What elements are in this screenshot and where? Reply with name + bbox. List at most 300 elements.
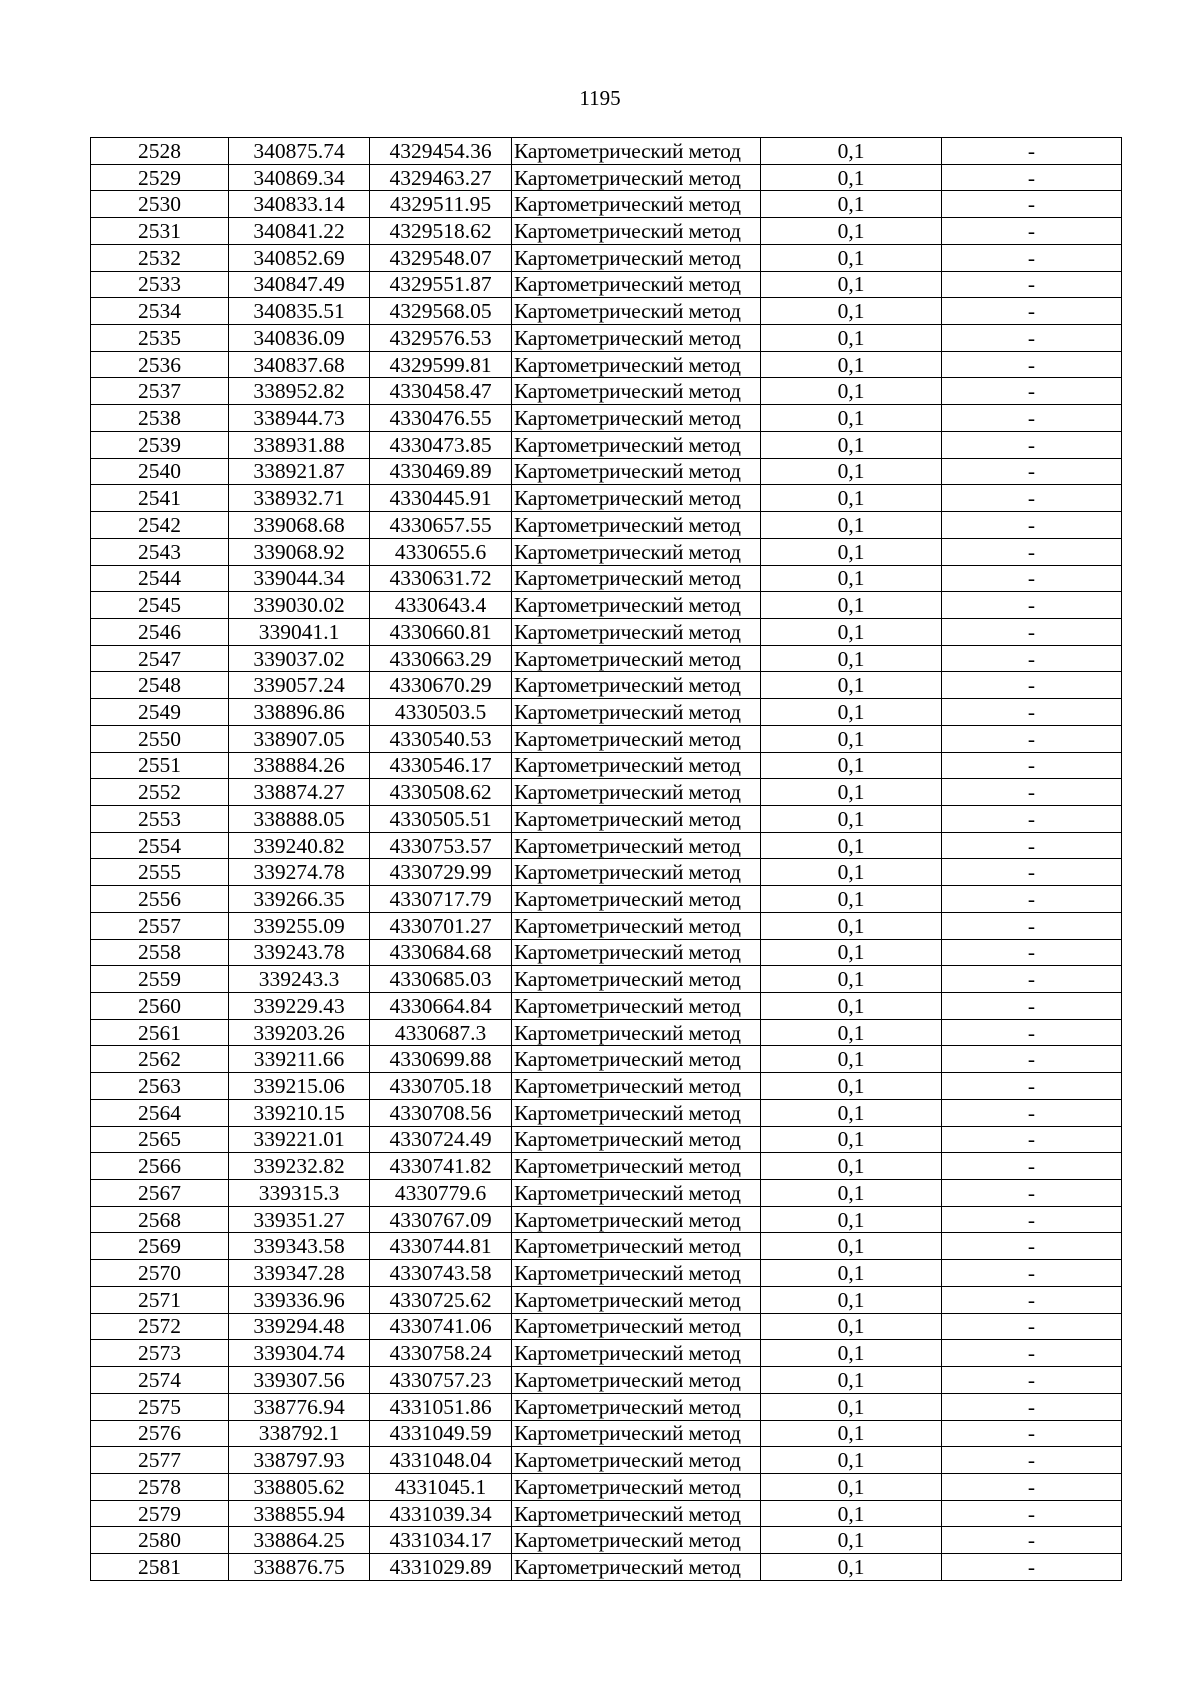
point-number-cell: 2545	[91, 592, 229, 619]
point-number-cell: 2569	[91, 1233, 229, 1260]
method-cell: Картометрический метод	[512, 565, 761, 592]
description-cell: -	[942, 939, 1122, 966]
accuracy-cell: 0,1	[761, 405, 942, 432]
x-coordinate-cell: 339315.3	[229, 1180, 370, 1207]
description-cell: -	[942, 1286, 1122, 1313]
accuracy-cell: 0,1	[761, 912, 942, 939]
table-row	[91, 1313, 1122, 1340]
method-cell: Картометрический метод	[512, 244, 761, 271]
y-coordinate-cell: 4329568.05	[370, 298, 512, 325]
description-cell: -	[942, 405, 1122, 432]
accuracy-cell: 0,1	[761, 538, 942, 565]
accuracy-cell: 0,1	[761, 1393, 942, 1420]
x-coordinate-cell: 338921.87	[229, 458, 370, 485]
accuracy-cell: 0,1	[761, 592, 942, 619]
description-cell: -	[942, 458, 1122, 485]
y-coordinate-cell: 4330546.17	[370, 752, 512, 779]
x-coordinate-cell: 338952.82	[229, 378, 370, 405]
method-cell: Картометрический метод	[512, 1420, 761, 1447]
x-coordinate-cell: 339068.92	[229, 538, 370, 565]
y-coordinate-cell: 4330508.62	[370, 779, 512, 806]
y-coordinate-cell: 4329548.07	[370, 244, 512, 271]
description-cell: -	[942, 1260, 1122, 1287]
method-cell: Картометрический метод	[512, 191, 761, 218]
x-coordinate-cell: 338876.75	[229, 1554, 370, 1581]
point-number-cell: 2573	[91, 1340, 229, 1367]
description-cell: -	[942, 859, 1122, 886]
description-cell: -	[942, 1046, 1122, 1073]
table-row	[91, 939, 1122, 966]
description-cell: -	[942, 699, 1122, 726]
description-cell: -	[942, 138, 1122, 165]
description-cell: -	[942, 1126, 1122, 1153]
table-row	[91, 1340, 1122, 1367]
y-coordinate-cell: 4330753.57	[370, 832, 512, 859]
description-cell: -	[942, 325, 1122, 352]
table-row	[91, 1393, 1122, 1420]
accuracy-cell: 0,1	[761, 1180, 942, 1207]
table-row	[91, 1420, 1122, 1447]
description-cell: -	[942, 244, 1122, 271]
method-cell: Картометрический метод	[512, 592, 761, 619]
point-number-cell: 2535	[91, 325, 229, 352]
method-cell: Картометрический метод	[512, 1313, 761, 1340]
method-cell: Картометрический метод	[512, 325, 761, 352]
x-coordinate-cell: 338864.25	[229, 1527, 370, 1554]
accuracy-cell: 0,1	[761, 378, 942, 405]
table-row	[91, 645, 1122, 672]
accuracy-cell: 0,1	[761, 1420, 942, 1447]
table-row	[91, 832, 1122, 859]
table-row	[91, 1260, 1122, 1287]
x-coordinate-cell: 338792.1	[229, 1420, 370, 1447]
table-row	[91, 1019, 1122, 1046]
method-cell: Картометрический метод	[512, 1393, 761, 1420]
y-coordinate-cell: 4330664.84	[370, 993, 512, 1020]
method-cell: Картометрический метод	[512, 1046, 761, 1073]
y-coordinate-cell: 4330643.4	[370, 592, 512, 619]
x-coordinate-cell: 340836.09	[229, 325, 370, 352]
accuracy-cell: 0,1	[761, 218, 942, 245]
table-row	[91, 1286, 1122, 1313]
method-cell: Картометрический метод	[512, 939, 761, 966]
coordinates-table-body	[91, 138, 1122, 1581]
method-cell: Картометрический метод	[512, 1340, 761, 1367]
accuracy-cell: 0,1	[761, 325, 942, 352]
table-row	[91, 779, 1122, 806]
point-number-cell: 2580	[91, 1527, 229, 1554]
description-cell: -	[942, 672, 1122, 699]
accuracy-cell: 0,1	[761, 512, 942, 539]
y-coordinate-cell: 4330743.58	[370, 1260, 512, 1287]
table-row	[91, 993, 1122, 1020]
description-cell: -	[942, 645, 1122, 672]
point-number-cell: 2564	[91, 1099, 229, 1126]
point-number-cell: 2542	[91, 512, 229, 539]
point-number-cell: 2553	[91, 805, 229, 832]
accuracy-cell: 0,1	[761, 244, 942, 271]
point-number-cell: 2575	[91, 1393, 229, 1420]
table-row	[91, 138, 1122, 165]
description-cell: -	[942, 1233, 1122, 1260]
y-coordinate-cell: 4331049.59	[370, 1420, 512, 1447]
description-cell: -	[942, 592, 1122, 619]
point-number-cell: 2530	[91, 191, 229, 218]
point-number-cell: 2581	[91, 1554, 229, 1581]
table-row	[91, 1153, 1122, 1180]
y-coordinate-cell: 4330717.79	[370, 886, 512, 913]
point-number-cell: 2576	[91, 1420, 229, 1447]
accuracy-cell: 0,1	[761, 1286, 942, 1313]
x-coordinate-cell: 338805.62	[229, 1473, 370, 1500]
table-row	[91, 485, 1122, 512]
accuracy-cell: 0,1	[761, 431, 942, 458]
table-row	[91, 725, 1122, 752]
x-coordinate-cell: 339266.35	[229, 886, 370, 913]
y-coordinate-cell: 4329551.87	[370, 271, 512, 298]
y-coordinate-cell: 4330708.56	[370, 1099, 512, 1126]
y-coordinate-cell: 4330458.47	[370, 378, 512, 405]
table-row	[91, 1447, 1122, 1474]
accuracy-cell: 0,1	[761, 672, 942, 699]
y-coordinate-cell: 4330767.09	[370, 1206, 512, 1233]
x-coordinate-cell: 340852.69	[229, 244, 370, 271]
table-row	[91, 298, 1122, 325]
table-row	[91, 1367, 1122, 1394]
x-coordinate-cell: 339255.09	[229, 912, 370, 939]
description-cell: -	[942, 752, 1122, 779]
point-number-cell: 2574	[91, 1367, 229, 1394]
table-row	[91, 1099, 1122, 1126]
accuracy-cell: 0,1	[761, 1233, 942, 1260]
method-cell: Картометрический метод	[512, 351, 761, 378]
y-coordinate-cell: 4329576.53	[370, 325, 512, 352]
method-cell: Картометрический метод	[512, 1500, 761, 1527]
point-number-cell: 2556	[91, 886, 229, 913]
method-cell: Картометрический метод	[512, 512, 761, 539]
y-coordinate-cell: 4331034.17	[370, 1527, 512, 1554]
point-number-cell: 2547	[91, 645, 229, 672]
table-row	[91, 752, 1122, 779]
x-coordinate-cell: 339243.3	[229, 966, 370, 993]
accuracy-cell: 0,1	[761, 1260, 942, 1287]
table-row	[91, 325, 1122, 352]
table-row	[91, 1500, 1122, 1527]
x-coordinate-cell: 340875.74	[229, 138, 370, 165]
y-coordinate-cell: 4330503.5	[370, 699, 512, 726]
method-cell: Картометрический метод	[512, 538, 761, 565]
point-number-cell: 2549	[91, 699, 229, 726]
point-number-cell: 2554	[91, 832, 229, 859]
y-coordinate-cell: 4330687.3	[370, 1019, 512, 1046]
accuracy-cell: 0,1	[761, 752, 942, 779]
y-coordinate-cell: 4330729.99	[370, 859, 512, 886]
method-cell: Картометрический метод	[512, 1233, 761, 1260]
point-number-cell: 2571	[91, 1286, 229, 1313]
point-number-cell: 2565	[91, 1126, 229, 1153]
accuracy-cell: 0,1	[761, 832, 942, 859]
method-cell: Картометрический метод	[512, 672, 761, 699]
description-cell: -	[942, 779, 1122, 806]
description-cell: -	[942, 805, 1122, 832]
table-row	[91, 565, 1122, 592]
table-row	[91, 405, 1122, 432]
point-number-cell: 2562	[91, 1046, 229, 1073]
description-cell: -	[942, 1340, 1122, 1367]
x-coordinate-cell: 339232.82	[229, 1153, 370, 1180]
table-row	[91, 351, 1122, 378]
method-cell: Картометрический метод	[512, 779, 761, 806]
method-cell: Картометрический метод	[512, 805, 761, 832]
table-row	[91, 1046, 1122, 1073]
method-cell: Картометрический метод	[512, 1554, 761, 1581]
description-cell: -	[942, 218, 1122, 245]
accuracy-cell: 0,1	[761, 298, 942, 325]
point-number-cell: 2570	[91, 1260, 229, 1287]
method-cell: Картометрический метод	[512, 886, 761, 913]
point-number-cell: 2572	[91, 1313, 229, 1340]
y-coordinate-cell: 4330663.29	[370, 645, 512, 672]
y-coordinate-cell: 4329518.62	[370, 218, 512, 245]
y-coordinate-cell: 4330657.55	[370, 512, 512, 539]
accuracy-cell: 0,1	[761, 164, 942, 191]
accuracy-cell: 0,1	[761, 779, 942, 806]
point-number-cell: 2540	[91, 458, 229, 485]
table-row	[91, 218, 1122, 245]
description-cell: -	[942, 1099, 1122, 1126]
description-cell: -	[942, 618, 1122, 645]
x-coordinate-cell: 339057.24	[229, 672, 370, 699]
point-number-cell: 2559	[91, 966, 229, 993]
table-row	[91, 512, 1122, 539]
method-cell: Картометрический метод	[512, 1180, 761, 1207]
y-coordinate-cell: 4330741.06	[370, 1313, 512, 1340]
x-coordinate-cell: 338932.71	[229, 485, 370, 512]
page-number: 1195	[579, 86, 621, 110]
description-cell: -	[942, 1554, 1122, 1581]
accuracy-cell: 0,1	[761, 1447, 942, 1474]
point-number-cell: 2568	[91, 1206, 229, 1233]
description-cell: -	[942, 1019, 1122, 1046]
x-coordinate-cell: 338896.86	[229, 699, 370, 726]
accuracy-cell: 0,1	[761, 645, 942, 672]
point-number-cell: 2561	[91, 1019, 229, 1046]
table-row	[91, 592, 1122, 619]
y-coordinate-cell: 4330757.23	[370, 1367, 512, 1394]
y-coordinate-cell: 4330685.03	[370, 966, 512, 993]
method-cell: Картометрический метод	[512, 431, 761, 458]
x-coordinate-cell: 339041.1	[229, 618, 370, 645]
y-coordinate-cell: 4330469.89	[370, 458, 512, 485]
y-coordinate-cell: 4331045.1	[370, 1473, 512, 1500]
accuracy-cell: 0,1	[761, 1019, 942, 1046]
table-row	[91, 966, 1122, 993]
method-cell: Картометрический метод	[512, 699, 761, 726]
y-coordinate-cell: 4330705.18	[370, 1073, 512, 1100]
y-coordinate-cell: 4330701.27	[370, 912, 512, 939]
point-number-cell: 2552	[91, 779, 229, 806]
method-cell: Картометрический метод	[512, 1153, 761, 1180]
description-cell: -	[942, 725, 1122, 752]
point-number-cell: 2579	[91, 1500, 229, 1527]
table-row	[91, 805, 1122, 832]
method-cell: Картометрический метод	[512, 1473, 761, 1500]
description-cell: -	[942, 1313, 1122, 1340]
accuracy-cell: 0,1	[761, 138, 942, 165]
point-number-cell: 2544	[91, 565, 229, 592]
table-row	[91, 1527, 1122, 1554]
accuracy-cell: 0,1	[761, 1554, 942, 1581]
point-number-cell: 2558	[91, 939, 229, 966]
y-coordinate-cell: 4330670.29	[370, 672, 512, 699]
point-number-cell: 2533	[91, 271, 229, 298]
y-coordinate-cell: 4331051.86	[370, 1393, 512, 1420]
x-coordinate-cell: 338931.88	[229, 431, 370, 458]
description-cell: -	[942, 485, 1122, 512]
x-coordinate-cell: 340869.34	[229, 164, 370, 191]
y-coordinate-cell: 4330660.81	[370, 618, 512, 645]
accuracy-cell: 0,1	[761, 1527, 942, 1554]
accuracy-cell: 0,1	[761, 1206, 942, 1233]
method-cell: Картометрический метод	[512, 458, 761, 485]
accuracy-cell: 0,1	[761, 939, 942, 966]
point-number-cell: 2578	[91, 1473, 229, 1500]
method-cell: Картометрический метод	[512, 1447, 761, 1474]
table-row	[91, 672, 1122, 699]
table-row	[91, 191, 1122, 218]
accuracy-cell: 0,1	[761, 699, 942, 726]
description-cell: -	[942, 1073, 1122, 1100]
method-cell: Картометрический метод	[512, 1527, 761, 1554]
x-coordinate-cell: 340833.14	[229, 191, 370, 218]
table-row	[91, 244, 1122, 271]
x-coordinate-cell: 338874.27	[229, 779, 370, 806]
table-row	[91, 1073, 1122, 1100]
x-coordinate-cell: 339215.06	[229, 1073, 370, 1100]
x-coordinate-cell: 340837.68	[229, 351, 370, 378]
x-coordinate-cell: 339343.58	[229, 1233, 370, 1260]
method-cell: Картометрический метод	[512, 164, 761, 191]
x-coordinate-cell: 338888.05	[229, 805, 370, 832]
method-cell: Картометрический метод	[512, 1073, 761, 1100]
point-number-cell: 2539	[91, 431, 229, 458]
method-cell: Картометрический метод	[512, 859, 761, 886]
accuracy-cell: 0,1	[761, 1073, 942, 1100]
point-number-cell: 2577	[91, 1447, 229, 1474]
method-cell: Картометрический метод	[512, 298, 761, 325]
y-coordinate-cell: 4330741.82	[370, 1153, 512, 1180]
table-row	[91, 1126, 1122, 1153]
description-cell: -	[942, 1447, 1122, 1474]
point-number-cell: 2566	[91, 1153, 229, 1180]
accuracy-cell: 0,1	[761, 565, 942, 592]
description-cell: -	[942, 886, 1122, 913]
accuracy-cell: 0,1	[761, 1046, 942, 1073]
description-cell: -	[942, 431, 1122, 458]
y-coordinate-cell: 4330744.81	[370, 1233, 512, 1260]
description-cell: -	[942, 512, 1122, 539]
x-coordinate-cell: 339304.74	[229, 1340, 370, 1367]
point-number-cell: 2548	[91, 672, 229, 699]
method-cell: Картометрический метод	[512, 271, 761, 298]
accuracy-cell: 0,1	[761, 886, 942, 913]
point-number-cell: 2529	[91, 164, 229, 191]
accuracy-cell: 0,1	[761, 805, 942, 832]
accuracy-cell: 0,1	[761, 1500, 942, 1527]
y-coordinate-cell: 4329599.81	[370, 351, 512, 378]
y-coordinate-cell: 4330505.51	[370, 805, 512, 832]
accuracy-cell: 0,1	[761, 1367, 942, 1394]
x-coordinate-cell: 339030.02	[229, 592, 370, 619]
point-number-cell: 2551	[91, 752, 229, 779]
accuracy-cell: 0,1	[761, 1313, 942, 1340]
x-coordinate-cell: 338907.05	[229, 725, 370, 752]
method-cell: Картометрический метод	[512, 378, 761, 405]
x-coordinate-cell: 339211.66	[229, 1046, 370, 1073]
description-cell: -	[942, 1473, 1122, 1500]
y-coordinate-cell: 4329463.27	[370, 164, 512, 191]
y-coordinate-cell: 4331039.34	[370, 1500, 512, 1527]
description-cell: -	[942, 1367, 1122, 1394]
method-cell: Картометрический метод	[512, 1099, 761, 1126]
description-cell: -	[942, 565, 1122, 592]
point-number-cell: 2537	[91, 378, 229, 405]
method-cell: Картометрический метод	[512, 1019, 761, 1046]
x-coordinate-cell: 338884.26	[229, 752, 370, 779]
y-coordinate-cell: 4330779.6	[370, 1180, 512, 1207]
y-coordinate-cell: 4330476.55	[370, 405, 512, 432]
x-coordinate-cell: 338797.93	[229, 1447, 370, 1474]
point-number-cell: 2563	[91, 1073, 229, 1100]
x-coordinate-cell: 339221.01	[229, 1126, 370, 1153]
point-number-cell: 2538	[91, 405, 229, 432]
table-row	[91, 699, 1122, 726]
table-row	[91, 431, 1122, 458]
x-coordinate-cell: 339210.15	[229, 1099, 370, 1126]
description-cell: -	[942, 271, 1122, 298]
method-cell: Картометрический метод	[512, 725, 761, 752]
x-coordinate-cell: 339037.02	[229, 645, 370, 672]
x-coordinate-cell: 338855.94	[229, 1500, 370, 1527]
x-coordinate-cell: 339068.68	[229, 512, 370, 539]
point-number-cell: 2543	[91, 538, 229, 565]
description-cell: -	[942, 1420, 1122, 1447]
y-coordinate-cell: 4331048.04	[370, 1447, 512, 1474]
description-cell: -	[942, 191, 1122, 218]
coordinates-table	[90, 137, 1122, 1581]
table-row	[91, 618, 1122, 645]
method-cell: Картометрический метод	[512, 1206, 761, 1233]
description-cell: -	[942, 1153, 1122, 1180]
point-number-cell: 2528	[91, 138, 229, 165]
method-cell: Картометрический метод	[512, 832, 761, 859]
description-cell: -	[942, 164, 1122, 191]
point-number-cell: 2550	[91, 725, 229, 752]
point-number-cell: 2532	[91, 244, 229, 271]
method-cell: Картометрический метод	[512, 485, 761, 512]
table-row	[91, 164, 1122, 191]
method-cell: Картометрический метод	[512, 645, 761, 672]
description-cell: -	[942, 832, 1122, 859]
description-cell: -	[942, 1500, 1122, 1527]
description-cell: -	[942, 1206, 1122, 1233]
table-row	[91, 458, 1122, 485]
method-cell: Картометрический метод	[512, 138, 761, 165]
accuracy-cell: 0,1	[761, 351, 942, 378]
x-coordinate-cell: 339274.78	[229, 859, 370, 886]
point-number-cell: 2534	[91, 298, 229, 325]
y-coordinate-cell: 4330699.88	[370, 1046, 512, 1073]
